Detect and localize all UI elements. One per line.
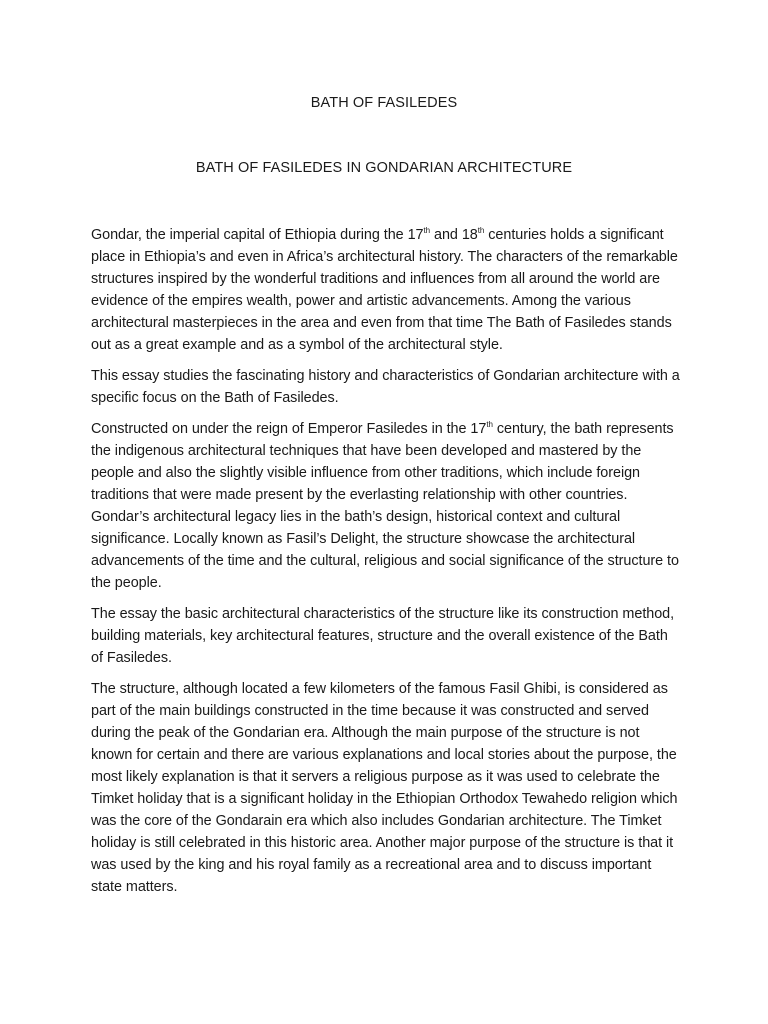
paragraph-text: Gondar, the imperial capital of Ethiopia during the 17	[91, 227, 424, 243]
document-subtitle: BATH OF FASILEDES IN GONDARIAN ARCHITECTURE	[195, 160, 573, 176]
document-title: BATH OF FASILEDES	[310, 95, 458, 111]
ordinal-suffix: th	[477, 226, 485, 235]
document-body	[91, 224, 681, 907]
paragraph-text: centuries holds a significant place in Ethiopia’s and even in Africa’s architectural history. The characters of the remarkable structures inspired by the wonderful traditions and influences from all around the world are evidence of the empires wealth, power and artistic advancements. Among the various architectural masterpieces in the area and even from that time The Bath of Fasiledes stands out as a great example and as a symbol of the architectural style.	[91, 227, 678, 353]
paragraph-characteristics: The essay the basic architectural characteristics of the structure like its construction method, building materials, key architectural features, structure and the overall existence of the Bath of Fasiledes.	[91, 606, 675, 666]
paragraph-essay-focus: This essay studies the fascinating history and characteristics of Gondarian architecture with a specific focus on the Bath of Fasiledes.	[91, 368, 680, 406]
paragraph-text: century, the bath represents the indigenous architectural techniques that have been developed and mastered by the people and also the slightly visible influence from other traditions, which include foreign traditions that were made present by the everlasting relationship with other countries. Gondar’s architectural legacy lies in the bath’s design, historical context and cultural significance. Locally known as Fasil’s Delight, the structure showcase the architectural advancements of the time and the cultural, religious and social significance of the structure to the people.	[91, 421, 679, 591]
ordinal-suffix: th	[423, 226, 431, 235]
paragraph-text: and 18	[430, 227, 478, 243]
paragraph-text: Constructed on under the reign of Emperor Fasiledes in the 17	[91, 421, 487, 437]
ordinal-suffix: th	[486, 420, 493, 429]
paragraph-purpose: The structure, although located a few kilometers of the famous Fasil Ghibi, is considered as part of the main buildings constructed in the time because it was constructed and served during the peak of the Gondarian era. Although the main purpose of the structure is not known for certain and there are various explanations and local stories about the purpose, the most likely explanation is that it servers a religious purpose as it was used to celebrate the Timket holiday that is a significant holiday in the Ethiopian Orthodox Tewahedo religion which was the core of the Gondarain era which also includes Gondarian architecture. The Timket holiday is still celebrated in this historic area. Another major purpose of the structure is that it was used by the king and his royal family as a recreational area and to discuss important state matters.	[91, 681, 678, 895]
paragraph-intro	[91, 224, 681, 356]
paragraph-construction	[91, 418, 681, 594]
